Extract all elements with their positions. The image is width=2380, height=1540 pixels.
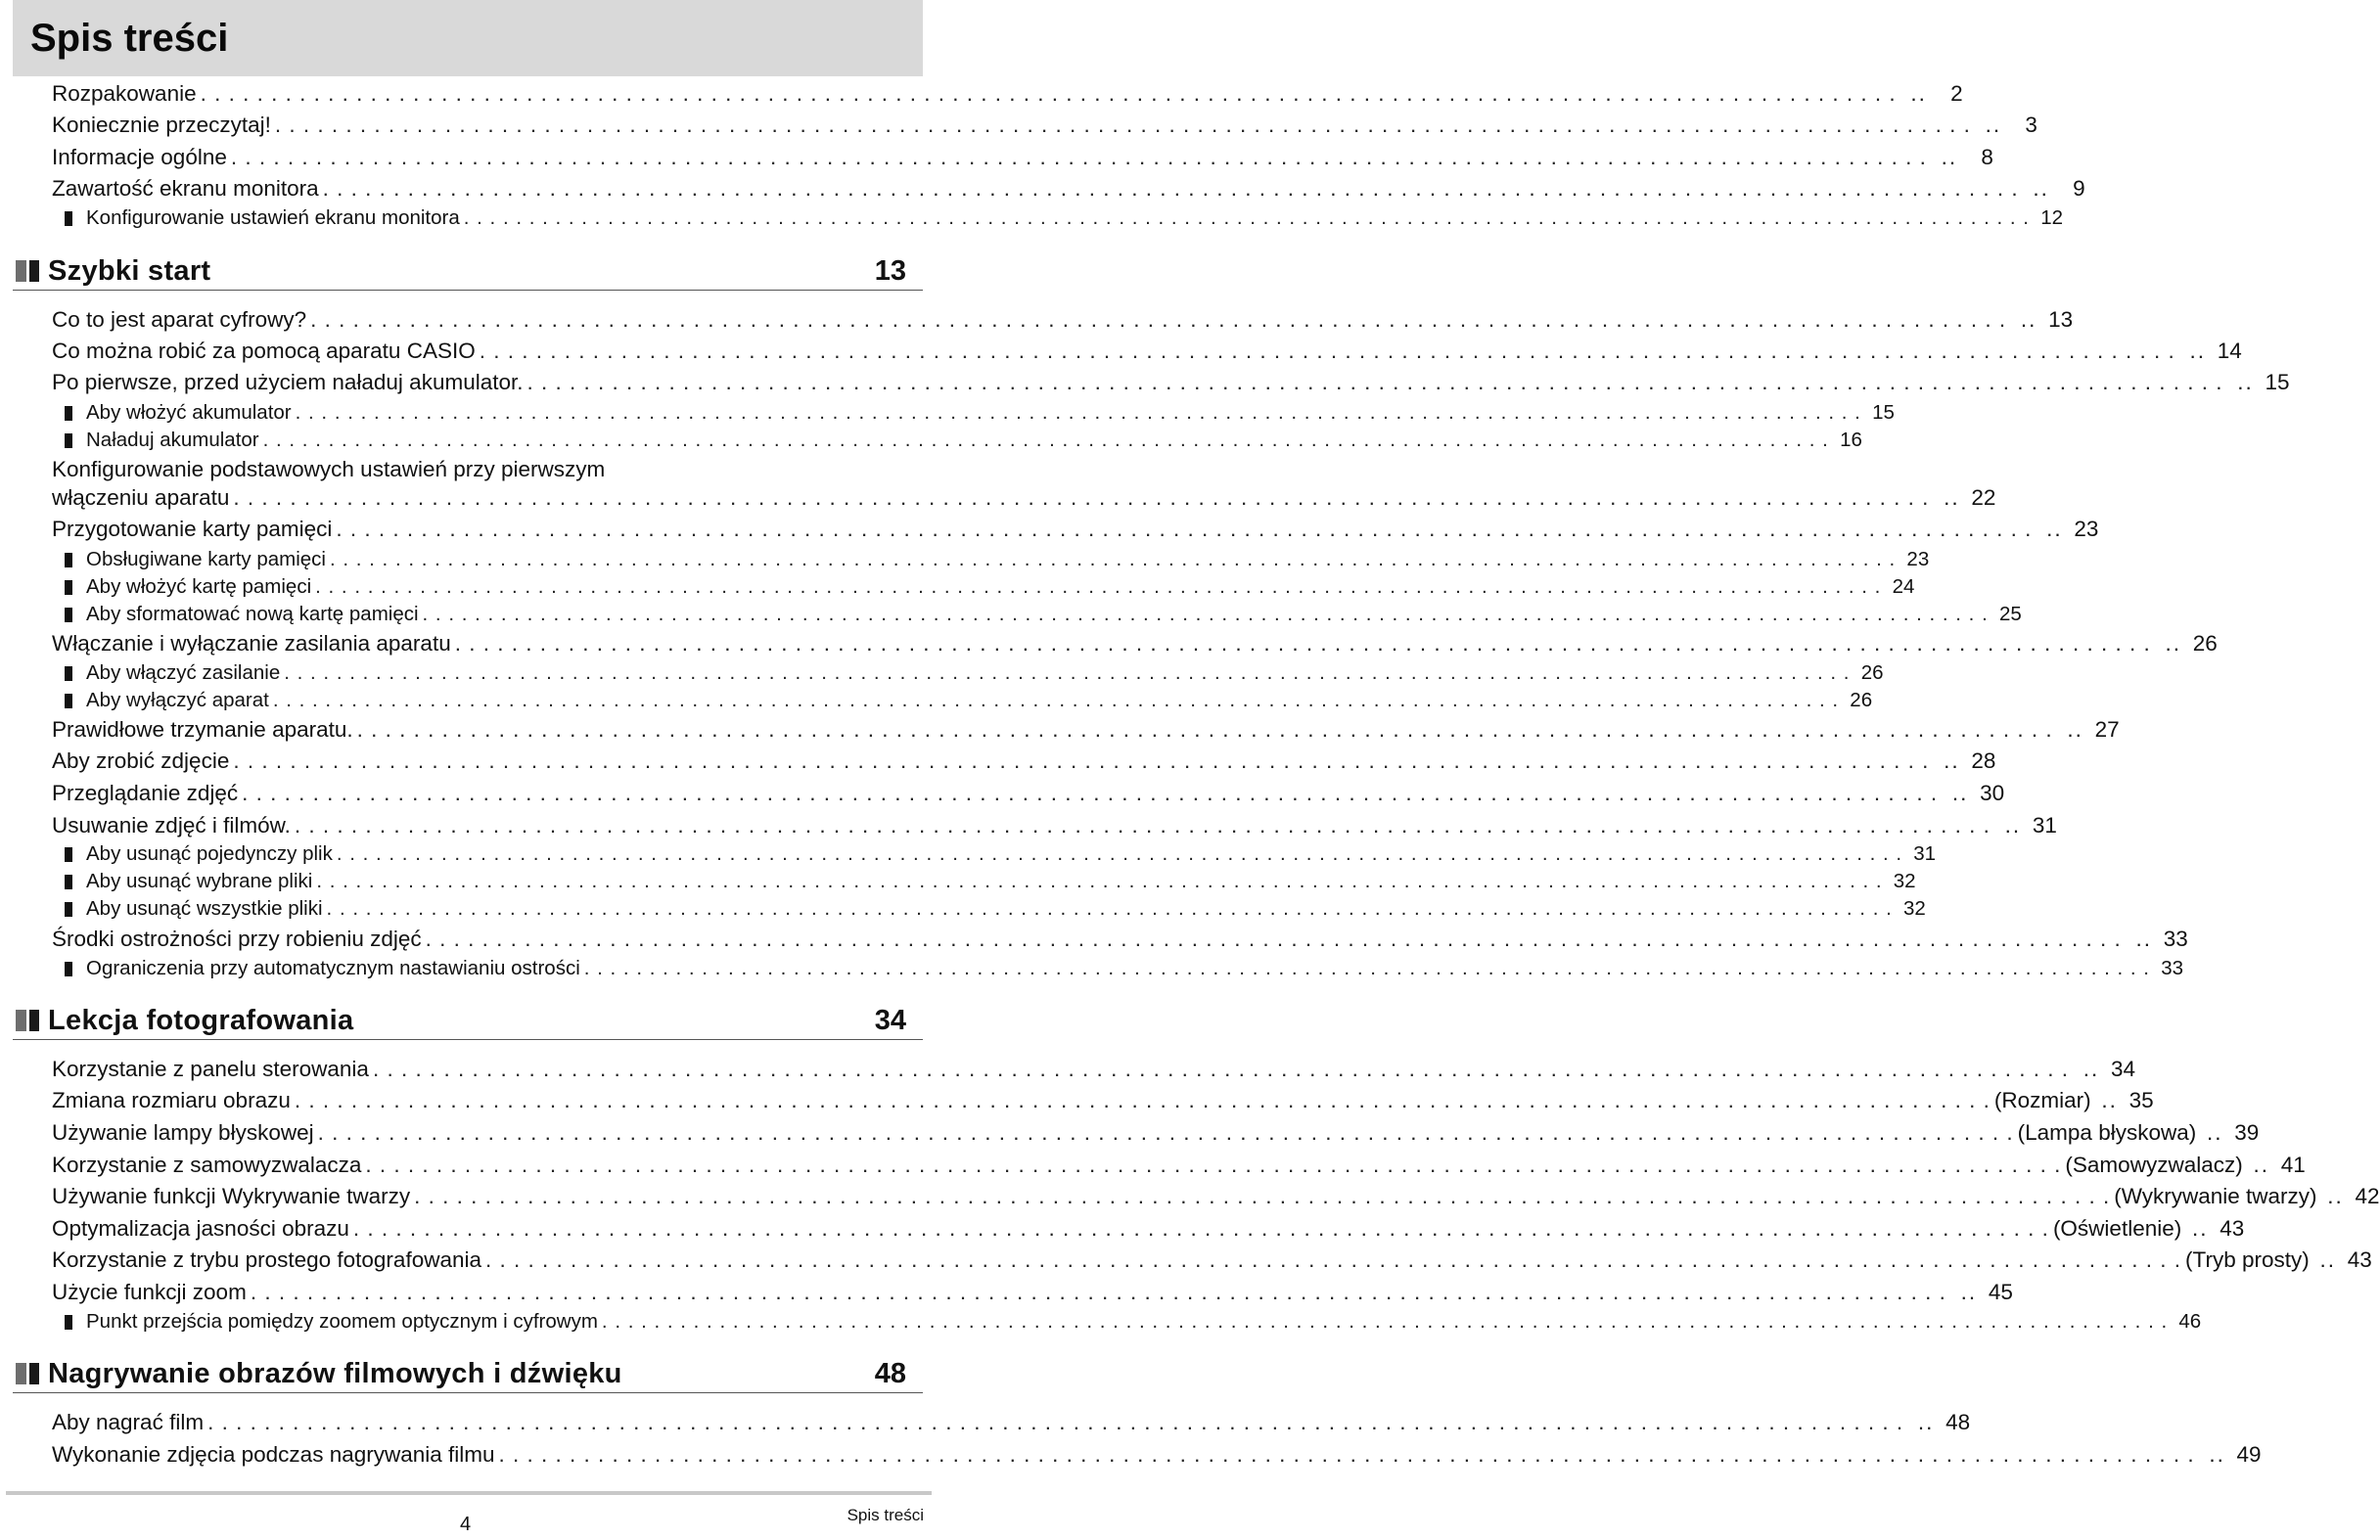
toc-subentry-title: Aby włączyć zasilanie (86, 661, 281, 684)
toc-entry-title: Po pierwsze, przed użyciem naładuj akumulator. (52, 370, 524, 394)
toc-subentry-page: 26 (1860, 661, 1884, 684)
bullet-icon (65, 1315, 72, 1330)
toc-subentry-page: 16 (1840, 429, 1862, 451)
toc-entry[interactable]: Włączanie i wyłączanie zasilania aparatu . . . . . . . . . . . . . . . . . . . . . . . . . . . . . . . . . . . . . . . . . . . . . . . . . . . . . . . . . . . . . . . . . . . . . . . . . . . . . . . . . . . . . . . . . . . . . . . . . . . . . . . . . . . . . . . . . . . . . . . . .. 26 (52, 629, 905, 658)
section-title: Lekcja fotografowania (48, 1005, 354, 1036)
toc-entry-title: Włączanie i wyłączanie zasilania aparatu (52, 631, 451, 656)
toc-subentry-title: Konfigurowanie ustawień ekranu monitora (86, 206, 460, 229)
toc-entry-title: Korzystanie z trybu prostego fotografowania (52, 1247, 481, 1272)
toc-entry-title: Używanie funkcji Wykrywanie twarzy (52, 1184, 411, 1208)
dot-leader: . . . . . . . . . . . . . . . . . . . . . . . . . . . . . . . . . . . . . . . . . . . . . . . . . . . . . . . . . . . . . . . . . . . . . . . . . . . . . . . . . . . . . . . . . . . . . . . . . . . . . . . . . . . . . . . . . . . . . . . . (230, 145, 1927, 169)
toc-subentry[interactable] (65, 896, 1926, 922)
dot-leader: . . . . . . . . . . . . . . . . . . . . . . . . . . . . . . . . . . . . . . . . . . . . . . . . . . . . . . . . . . . . . . . . . . . . . . . . . . . . . . . . . . . . . . . . . . . . . . . . . . . . . . . . . . . . . . . . . . . . . . . . (316, 870, 1883, 892)
dot-leader: . . . . . . . . . . . . . . . . . . . . . . . . . . . . . . . . . . . . . . . . . . . . . . . . . . . . . . . . . . . . . . . . . . . . . . . . . . . . . . . . . . . . . . . . . . . . . . . . . . . . . . . . . . . . . . . . . . . . . . . . (250, 1280, 1946, 1304)
toc-entry[interactable]: Zmiana rozmiaru obrazu . . . . . . . . . . . . . . . . . . . . . . . . . . . . . . . . . . . . . . . . . . . . . . . . . . . . . . . . . . . . . . . . . . . . . . . . . . . . . . . . . . . . . . . . . . . . . . . . . . . . . . . . . . . . . . . . . . . . . . . . (Rozmiar) .. 35 (52, 1086, 905, 1115)
toc-subentry-page: 26 (1850, 689, 1873, 711)
toc-entry-page: 9 (2073, 176, 2085, 201)
toc-entry[interactable]: Informacje ogólne . . . . . . . . . . . . . . . . . . . . . . . . . . . . . . . . . . . . . . . . . . . . . . . . . . . . . . . . . . . . . . . . . . . . . . . . . . . . . . . . . . . . . . . . . . . . . . . . . . . . . . . . . . . . . . . . . . . . . . . . .. 8 (52, 143, 905, 172)
toc-subentry-page: 32 (1893, 870, 1916, 892)
dot-leader: . . . . . . . . . . . . . . . . . . . . . . . . . . . . . . . . . . . . . . . . . . . . . . . . . . . . . . . . . . . . . . . . . . . . . . . . . . . . . . . . . . . . . . . . . . . . . . . . . . . . . . . . . . . . . . . . . . . . . . . . (233, 748, 1930, 773)
dot-leader: . . . . . . . . . . . . . . . . . . . . . . . . . . . . . . . . . . . . . . . . . . . . . . . . . . . . . . . . . . . . . . . . . . . . . . . . . . . . . . . . . . . . . . . . . . . . . . . . . . . . . . . . . . . . . . . . . . . . . . . . (463, 206, 2031, 229)
dot-leader: . . . . . . . . . . . . . . . . . . . . . . . . . . . . . . . . . . . . . . . . . . . . . . . . . . . . . . . . . . . . . . . . . . . . . . . . . . . . . . . . . . . . . . . . . . . . . . . . . . . . . . . . . . . . . . . . . . . . . . . . (317, 1120, 2014, 1145)
toc-entry-page: 27 (2094, 717, 2120, 742)
toc-entry-page: 48 (1945, 1410, 1971, 1434)
bullet-icon (65, 406, 72, 421)
toc-entry[interactable]: Co to jest aparat cyfrowy? . . . . . . . . . . . . . . . . . . . . . . . . . . . . . . . . . . . . . . . . . . . . . . . . . . . . . . . . . . . . . . . . . . . . . . . . . . . . . . . . . . . . . . . . . . . . . . . . . . . . . . . . . . . . . . . . . . . . . . . . .. 13 (52, 305, 905, 335)
dot-leader: . . . . . . . . . . . . . . . . . . . . . . . . . . . . . . . . . . . . . . . . . . . . . . . . . . . . . . . . . . . . . . . . . . . . . . . . . . . . . . . . . . . . . . . . . . . . . . . . . . . . . . . . . . . . . . . . . . . . . . . . (233, 485, 1930, 510)
bullet-icon (65, 608, 72, 622)
toc-subentry-title: Aby usunąć pojedynczy plik (86, 842, 333, 865)
section-marker-icon (16, 1010, 39, 1031)
toc-entry-page: 28 (1971, 748, 1996, 773)
toc-entry-page: 42 (2355, 1184, 2380, 1208)
section-page: 48 (874, 1358, 906, 1389)
toc-entry-page: 49 (2236, 1442, 2262, 1467)
toc-subentry-page: 33 (2161, 957, 2183, 979)
dot-leader: . . . . . . . . . . . . . . . . . . . . . . . . . . . . . . . . . . . . . . . . . . . . . . . . . . . . . . . . . . . . . . . . . . . . . . . . . . . . . . . . . . . . . . . . . . . . . . . . . . . . . . . . . . . . . . . . . . . . . . . . (336, 842, 1903, 865)
dot-leader: . . . . . . . . . . . . . . . . . . . . . . . . . . . . . . . . . . . . . . . . . . . . . . . . . . . . . . . . . . . . . . . . . . . . . . . . . . . . . . . . . . . . . . . . . . . . . . . . . . . . . . . . . . . . . . . . . . . . . . . . (583, 957, 2150, 979)
toc-entry-page: 45 (1988, 1280, 2013, 1304)
toc-subentry[interactable] (65, 688, 1873, 713)
toc-subentry[interactable] (65, 841, 1937, 867)
toc-entry-suffix: (Samowyzwalacz) (2065, 1153, 2243, 1177)
toc-entry-page: 15 (2265, 370, 2290, 394)
toc-entry-title: Rozpakowanie (52, 81, 197, 106)
dot-leader: . . . . . . . . . . . . . . . . . . . . . . . . . . . . . . . . . . . . . . . . . . . . . . . . . . . . . . . . . . . . . . . . . . . . . . . . . . . . . . . . . . . . . . . . . . . . . . . . . . . . . . . . . . . . . . . . . . . . . . . . (242, 781, 1939, 805)
toc-entry-suffix: (Tryb prosty) (2185, 1247, 2310, 1272)
dot-leader: . . . . . . . . . . . . . . . . . . . . . . . . . . . . . . . . . . . . . . . . . . . . . . . . . . . . . . . . . . . . . . . . . . . . . . . . . . . . . . . . . . . . . . . . . . . . . . . . . . . . . . . . . . . . . . . . . . . . . . . . (601, 1310, 2169, 1333)
dot-leader: . . . . . . . . . . . . . . . . . . . . . . . . . . . . . . . . . . . . . . . . . . . . . . . . . . . . . . . . . . . . . . . . . . . . . . . . . . . . . . . . . . . . . . . . . . . . . . . . . . . . . . . . . . . . . . . . . . . . . . . . (207, 1410, 1904, 1434)
dot-leader: . . . . . . . . . . . . . . . . . . . . . . . . . . . . . . . . . . . . . . . . . . . . . . . . . . . . . . . . . . . . . . . . . . . . . . . . . . . . . . . . . . . . . . . . . . . . . . . . . . . . . . . . . . . . . . . . . . . . . . . . (526, 370, 2223, 394)
toc-subentry-title: Aby włożyć kartę pamięci (86, 575, 312, 598)
page-title: Spis treści (30, 17, 229, 60)
toc-subentry-page: 23 (1906, 548, 1930, 570)
toc-entry[interactable]: Przeglądanie zdjęć . . . . . . . . . . . . . . . . . . . . . . . . . . . . . . . . . . . . . . . . . . . . . . . . . . . . . . . . . . . . . . . . . . . . . . . . . . . . . . . . . . . . . . . . . . . . . . . . . . . . . . . . . . . . . . . . . . . . . . . . .. 30 (52, 779, 905, 808)
toc-entry[interactable]: Wykonanie zdjęcia podczas nagrywania filmu . . . . . . . . . . . . . . . . . . . . . . . . . . . . . . . . . . . . . . . . . . . . . . . . . . . . . . . . . . . . . . . . . . . . . . . . . . . . . . . . . . . . . . . . . . . . . . . . . . . . . . . . . . . . . . . . . . . . . . . . .. 49 (52, 1440, 905, 1470)
toc-entry[interactable]: Użycie funkcji zoom . . . . . . . . . . . . . . . . . . . . . . . . . . . . . . . . . . . . . . . . . . . . . . . . . . . . . . . . . . . . . . . . . . . . . . . . . . . . . . . . . . . . . . . . . . . . . . . . . . . . . . . . . . . . . . . . . . . . . . . . .. 45 (52, 1278, 905, 1307)
toc-entry[interactable]: Przygotowanie karty pamięci . . . . . . . . . . . . . . . . . . . . . . . . . . . . . . . . . . . . . . . . . . . . . . . . . . . . . . . . . . . . . . . . . . . . . . . . . . . . . . . . . . . . . . . . . . . . . . . . . . . . . . . . . . . . . . . . . . . . . . . . .. 23 (52, 515, 905, 544)
dot-leader: . . . . . . . . . . . . . . . . . . . . . . . . . . . . . . . . . . . . . . . . . . . . . . . . . . . . . . . . . . . . . . . . . . . . . . . . . . . . . . . . . . . . . . . . . . . . . . . . . . . . . . . . . . . . . . . . . . . . . . . . (294, 813, 1991, 838)
toc-entry-title: Przygotowanie karty pamięci (52, 517, 333, 541)
toc-entry[interactable]: Środki ostrożności przy robieniu zdjęć . . . . . . . . . . . . . . . . . . . . . . . . . . . . . . . . . . . . . . . . . . . . . . . . . . . . . . . . . . . . . . . . . . . . . . . . . . . . . . . . . . . . . . . . . . . . . . . . . . . . . . . . . . . . . . . . . . . . . . . . .. 33 (52, 925, 905, 954)
toc-entry-title: Aby nagrać film (52, 1410, 205, 1434)
toc-subentry-page: 31 (1913, 842, 1937, 865)
toc-entry-title: Korzystanie z samowyzwalacza (52, 1153, 362, 1177)
toc-subentry[interactable] (65, 869, 1916, 894)
toc-entry-title: Aby zrobić zdjęcie (52, 748, 230, 773)
toc-subentry-page: 12 (2040, 206, 2064, 229)
toc-entry-title: Wykonanie zdjęcia podczas nagrywania filmu (52, 1442, 495, 1467)
toc-entry-title: Używanie lampy błyskowej (52, 1120, 314, 1145)
dot-leader: . . . . . . . . . . . . . . . . . . . . . . . . . . . . . . . . . . . . . . . . . . . . . . . . . . . . . . . . . . . . . . . . . . . . . . . . . . . . . . . . . . . . . . . . . . . . . . . . . . . . . . . . . . . . . . . . . . . . . . . . (422, 603, 1989, 625)
toc-entry-page: 41 (2280, 1153, 2306, 1177)
toc-subentry-title: Naładuj akumulator (86, 429, 259, 451)
dot-leader: . . . . . . . . . . . . . . . . . . . . . . . . . . . . . . . . . . . . . . . . . . . . . . . . . . . . . . . . . . . . . . . . . . . . . . . . . . . . . . . . . . . . . . . . . . . . . . . . . . . . . . . . . . . . . . . . . . . . . . . . (274, 113, 1971, 137)
toc-subentry-title: Aby usunąć wybrane pliki (86, 870, 313, 892)
toc-subentry-page: 25 (1998, 603, 2022, 625)
toc-entry-page: 2 (1950, 81, 1963, 106)
section-title: Nagrywanie obrazów filmowych i dźwięku (48, 1358, 622, 1389)
toc-entry-title: Optymalizacja jasności obrazu (52, 1216, 349, 1241)
toc-subentry-page: 24 (1892, 575, 1915, 598)
toc-entry-title: Środki ostrożności przy robieniu zdjęć (52, 927, 422, 951)
toc-subentry[interactable] (65, 660, 1884, 686)
bullet-icon (65, 666, 72, 681)
bullet-icon (65, 875, 72, 889)
bullet-icon (65, 553, 72, 567)
toc-subentry[interactable] (65, 1309, 2202, 1335)
toc-entry-page: 33 (2163, 927, 2188, 951)
toc-entry[interactable]: Koniecznie przeczytaj! . . . . . . . . . . . . . . . . . . . . . . . . . . . . . . . . . . . . . . . . . . . . . . . . . . . . . . . . . . . . . . . . . . . . . . . . . . . . . . . . . . . . . . . . . . . . . . . . . . . . . . . . . . . . . . . . . . . . . . . . .. 3 (52, 111, 905, 140)
toc-entry-suffix: (Oświetlenie) (2052, 1216, 2182, 1241)
dot-leader: . . . . . . . . . . . . . . . . . . . . . . . . . . . . . . . . . . . . . . . . . . . . . . . . . . . . . . . . . . . . . . . . . . . . . . . . . . . . . . . . . . . . . . . . . . . . . . . . . . . . . . . . . . . . . . . . . . . . . . . . (414, 1184, 2111, 1208)
toc-subentry-title: Aby usunąć wszystkie pliki (86, 897, 323, 920)
toc-entry-title: Koniecznie przeczytaj! (52, 113, 271, 137)
toc-entry[interactable]: Rozpakowanie . . . . . . . . . . . . . . . . . . . . . . . . . . . . . . . . . . . . . . . . . . . . . . . . . . . . . . . . . . . . . . . . . . . . . . . . . . . . . . . . . . . . . . . . . . . . . . . . . . . . . . . . . . . . . . . . . . . . . . . . .. 2 (52, 79, 905, 109)
dot-leader: . . . . . . . . . . . . . . . . . . . . . . . . . . . . . . . . . . . . . . . . . . . . . . . . . . . . . . . . . . . . . . . . . . . . . . . . . . . . . . . . . . . . . . . . . . . . . . . . . . . . . . . . . . . . . . . . . . . . . . . . (425, 927, 2122, 951)
toc-entry-title: Co to jest aparat cyfrowy? (52, 307, 307, 332)
dot-leader: . . . . . . . . . . . . . . . . . . . . . . . . . . . . . . . . . . . . . . . . . . . . . . . . . . . . . . . . . . . . . . . . . . . . . . . . . . . . . . . . . . . . . . . . . . . . . . . . . . . . . . . . . . . . . . . . . . . . . . . . (479, 339, 2175, 363)
dot-leader: . . . . . . . . . . . . . . . . . . . . . . . . . . . . . . . . . . . . . . . . . . . . . . . . . . . . . . . . . . . . . . . . . . . . . . . . . . . . . . . . . . . . . . . . . . . . . . . . . . . . . . . . . . . . . . . . . . . . . . . . (310, 307, 2007, 332)
dot-leader: . . . . . . . . . . . . . . . . . . . . . . . . . . . . . . . . . . . . . . . . . . . . . . . . . . . . . . . . . . . . . . . . . . . . . . . . . . . . . . . . . . . . . . . . . . . . . . . . . . . . . . . . . . . . . . . . . . . . . . . . (200, 81, 1897, 106)
dot-leader: . . . . . . . . . . . . . . . . . . . . . . . . . . . . . . . . . . . . . . . . . . . . . . . . . . . . . . . . . . . . . . . . . . . . . . . . . . . . . . . . . . . . . . . . . . . . . . . . . . . . . . . . . . . . . . . . . . . . . . . . (356, 717, 2053, 742)
toc-entry-page: 31 (2032, 813, 2057, 838)
toc-entry[interactable]: Prawidłowe trzymanie aparatu. . . . . . . . . . . . . . . . . . . . . . . . . . . . . . . . . . . . . . . . . . . . . . . . . . . . . . . . . . . . . . . . . . . . . . . . . . . . . . . . . . . . . . . . . . . . . . . . . . . . . . . . . . . . . . . . . . . . . . . . . .. 27 (52, 715, 905, 745)
toc-entry-title: Przeglądanie zdjęć (52, 781, 239, 805)
bullet-icon (65, 962, 72, 976)
section-heading[interactable] (13, 1353, 923, 1393)
dot-leader: . . . . . . . . . . . . . . . . . . . . . . . . . . . . . . . . . . . . . . . . . . . . . . . . . . . . . . . . . . . . . . . . . . . . . . . . . . . . . . . . . . . . . . . . . . . . . . . . . . . . . . . . . . . . . . . . . . . . . . . . (365, 1153, 2062, 1177)
toc-entry-title: Zmiana rozmiaru obrazu (52, 1088, 291, 1112)
toc-subentry-page: 15 (1872, 401, 1895, 424)
toc-subentry[interactable] (65, 602, 2022, 627)
toc-subentry[interactable] (65, 547, 1930, 572)
toc-entry-title: Usuwanie zdjęć i filmów. (52, 813, 291, 838)
footer-rule (6, 1491, 932, 1495)
toc-entry-title-line1[interactable]: Konfigurowanie podstawowych ustawień przy pierwszym (52, 457, 606, 481)
toc-entry-suffix: (Wykrywanie twarzy) (2114, 1184, 2317, 1208)
toc-subentry-page: 46 (2178, 1310, 2202, 1333)
toc-entry[interactable]: Korzystanie z trybu prostego fotografowania . . . . . . . . . . . . . . . . . . . . . . . . . . . . . . . . . . . . . . . . . . . . . . . . . . . . . . . . . . . . . . . . . . . . . . . . . . . . . . . . . . . . . . . . . . . . . . . . . . . . . . . . . . . . . . . . . . . . . . . . (Tryb prosty) .. 43 (52, 1246, 905, 1275)
toc-subentry-page: 32 (1902, 897, 1926, 920)
toc-subentry-title: Ograniczenia przy automatycznym nastawianiu ostrości (86, 957, 580, 979)
toc-entry[interactable]: Aby zrobić zdjęcie . . . . . . . . . . . . . . . . . . . . . . . . . . . . . . . . . . . . . . . . . . . . . . . . . . . . . . . . . . . . . . . . . . . . . . . . . . . . . . . . . . . . . . . . . . . . . . . . . . . . . . . . . . . . . . . . . . . . . . . . .. 28 (52, 747, 905, 776)
toc-entry[interactable]: Optymalizacja jasności obrazu . . . . . . . . . . . . . . . . . . . . . . . . . . . . . . . . . . . . . . . . . . . . . . . . . . . . . . . . . . . . . . . . . . . . . . . . . . . . . . . . . . . . . . . . . . . . . . . . . . . . . . . . . . . . . . . . . . . . . . . . (Oświetlenie) .. 43 (52, 1214, 905, 1244)
toc-entry-page: 3 (2025, 113, 2037, 137)
footer-section-name: Spis treści (847, 1506, 924, 1524)
toc-entry[interactable]: Korzystanie z samowyzwalacza . . . . . . . . . . . . . . . . . . . . . . . . . . . . . . . . . . . . . . . . . . . . . . . . . . . . . . . . . . . . . . . . . . . . . . . . . . . . . . . . . . . . . . . . . . . . . . . . . . . . . . . . . . . . . . . . . . . . . . . . (Samowyzwalacz) .. 41 (52, 1151, 905, 1180)
toc-entry-page: 35 (2128, 1088, 2154, 1112)
toc-entry-title: Korzystanie z panelu sterowania (52, 1057, 369, 1081)
toc-entry[interactable]: Używanie lampy błyskowej . . . . . . . . . . . . . . . . . . . . . . . . . . . . . . . . . . . . . . . . . . . . . . . . . . . . . . . . . . . . . . . . . . . . . . . . . . . . . . . . . . . . . . . . . . . . . . . . . . . . . . . . . . . . . . . . . . . . . . . . (Lampa błyskowa) .. 39 (52, 1118, 905, 1148)
toc-entry-page: 22 (1971, 485, 1996, 510)
dot-leader: . . . . . . . . . . . . . . . . . . . . . . . . . . . . . . . . . . . . . . . . . . . . . . . . . . . . . . . . . . . . . . . . . . . . . . . . . . . . . . . . . . . . . . . . . . . . . . . . . . . . . . . . . . . . . . . . . . . . . . . . (272, 689, 1840, 711)
toc-subentry-title: Punkt przejścia pomiędzy zoomem optycznym i cyfrowym (86, 1310, 598, 1333)
dot-leader: . . . . . . . . . . . . . . . . . . . . . . . . . . . . . . . . . . . . . . . . . . . . . . . . . . . . . . . . . . . . . . . . . . . . . . . . . . . . . . . . . . . . . . . . . . . . . . . . . . . . . . . . . . . . . . . . . . . . . . . . (326, 897, 1893, 920)
dot-leader: . . . . . . . . . . . . . . . . . . . . . . . . . . . . . . . . . . . . . . . . . . . . . . . . . . . . . . . . . . . . . . . . . . . . . . . . . . . . . . . . . . . . . . . . . . . . . . . . . . . . . . . . . . . . . . . . . . . . . . . . (284, 661, 1851, 684)
toc-entry[interactable]: Korzystanie z panelu sterowania . . . . . . . . . . . . . . . . . . . . . . . . . . . . . . . . . . . . . . . . . . . . . . . . . . . . . . . . . . . . . . . . . . . . . . . . . . . . . . . . . . . . . . . . . . . . . . . . . . . . . . . . . . . . . . . . . . . . . . . . .. 34 (52, 1055, 905, 1084)
bullet-icon (65, 433, 72, 448)
bullet-icon (65, 580, 72, 595)
toc-entry[interactable]: Co można robić za pomocą aparatu CASIO . . . . . . . . . . . . . . . . . . . . . . . . . . . . . . . . . . . . . . . . . . . . . . . . . . . . . . . . . . . . . . . . . . . . . . . . . . . . . . . . . . . . . . . . . . . . . . . . . . . . . . . . . . . . . . . . . . . . . . . . .. 14 (52, 337, 905, 366)
toc-subentry-title: Aby wyłączyć aparat (86, 689, 269, 711)
section-heading[interactable] (13, 250, 923, 291)
toc-entry-suffix: (Lampa błyskowa) (2017, 1120, 2197, 1145)
toc-entry-page: 26 (2192, 631, 2218, 656)
toc-entry-title: Informacje ogólne (52, 145, 227, 169)
toc-entry[interactable]: Po pierwsze, przed użyciem naładuj akumulator. . . . . . . . . . . . . . . . . . . . . . . . . . . . . . . . . . . . . . . . . . . . . . . . . . . . . . . . . . . . . . . . . . . . . . . . . . . . . . . . . . . . . . . . . . . . . . . . . . . . . . . . . . . . . . . . . . . . . . . . . .. 15 (52, 368, 905, 397)
dot-leader: . . . . . . . . . . . . . . . . . . . . . . . . . . . . . . . . . . . . . . . . . . . . . . . . . . . . . . . . . . . . . . . . . . . . . . . . . . . . . . . . . . . . . . . . . . . . . . . . . . . . . . . . . . . . . . . . . . . . . . . . (329, 548, 1897, 570)
toc-entry[interactable]: Usuwanie zdjęć i filmów. . . . . . . . . . . . . . . . . . . . . . . . . . . . . . . . . . . . . . . . . . . . . . . . . . . . . . . . . . . . . . . . . . . . . . . . . . . . . . . . . . . . . . . . . . . . . . . . . . . . . . . . . . . . . . . . . . . . . . . . . .. 31 (52, 811, 905, 840)
toc-subentry[interactable] (65, 400, 1895, 426)
dot-leader: . . . . . . . . . . . . . . . . . . . . . . . . . . . . . . . . . . . . . . . . . . . . . . . . . . . . . . . . . . . . . . . . . . . . . . . . . . . . . . . . . . . . . . . . . . . . . . . . . . . . . . . . . . . . . . . . . . . . . . . . (294, 1088, 1991, 1112)
toc-entry-page: 14 (2217, 339, 2242, 363)
dot-leader: . . . . . . . . . . . . . . . . . . . . . . . . . . . . . . . . . . . . . . . . . . . . . . . . . . . . . . . . . . . . . . . . . . . . . . . . . . . . . . . . . . . . . . . . . . . . . . . . . . . . . . . . . . . . . . . . . . . . . . . . (262, 429, 1829, 451)
section-marker-icon (16, 1363, 39, 1384)
toc-subentry-title: Aby włożyć akumulator (86, 401, 292, 424)
toc-entry-page: 23 (2074, 517, 2099, 541)
toc-entry-page: 8 (1981, 145, 1993, 169)
section-page: 34 (874, 1005, 906, 1036)
toc-subentry-title: Obsługiwane karty pamięci (86, 548, 326, 570)
section-title: Szybki start (48, 255, 211, 287)
toc-entry-title: włączeniu aparatu (52, 485, 230, 510)
toc-entry-suffix: (Rozmiar) (1993, 1088, 2091, 1112)
toc-entry-page: 43 (2220, 1216, 2245, 1241)
toc-entry[interactable]: Używanie funkcji Wykrywanie twarzy . . . . . . . . . . . . . . . . . . . . . . . . . . . . . . . . . . . . . . . . . . . . . . . . . . . . . . . . . . . . . . . . . . . . . . . . . . . . . . . . . . . . . . . . . . . . . . . . . . . . . . . . . . . . . . . . . . . . . . . . (Wykrywanie twarzy) .. 42 (52, 1182, 905, 1211)
section-heading[interactable] (13, 1000, 923, 1040)
page-header (13, 0, 923, 76)
toc-entry[interactable]: Zawartość ekranu monitora . . . . . . . . . . . . . . . . . . . . . . . . . . . . . . . . . . . . . . . . . . . . . . . . . . . . . . . . . . . . . . . . . . . . . . . . . . . . . . . . . . . . . . . . . . . . . . . . . . . . . . . . . . . . . . . . . . . . . . . . .. 9 (52, 174, 905, 204)
toc-entry-page: 34 (2110, 1057, 2135, 1081)
dot-leader: . . . . . . . . . . . . . . . . . . . . . . . . . . . . . . . . . . . . . . . . . . . . . . . . . . . . . . . . . . . . . . . . . . . . . . . . . . . . . . . . . . . . . . . . . . . . . . . . . . . . . . . . . . . . . . . . . . . . . . . . (295, 401, 1861, 424)
section-page: 13 (874, 255, 906, 287)
toc-subentry[interactable] (65, 956, 2183, 981)
bullet-icon (65, 211, 72, 226)
toc-entry-page: 43 (2347, 1247, 2372, 1272)
toc-entry-title: Zawartość ekranu monitora (52, 176, 319, 201)
dot-leader: . . . . . . . . . . . . . . . . . . . . . . . . . . . . . . . . . . . . . . . . . . . . . . . . . . . . . . . . . . . . . . . . . . . . . . . . . . . . . . . . . . . . . . . . . . . . . . . . . . . . . . . . . . . . . . . . . . . . . . . . (322, 176, 2019, 201)
section-marker-icon (16, 260, 39, 282)
toc-entry-title: Co można robić za pomocą aparatu CASIO (52, 339, 476, 363)
page-number: 4 (460, 1514, 472, 1535)
toc-entry-title: Prawidłowe trzymanie aparatu. (52, 717, 353, 742)
toc-subentry[interactable] (65, 574, 1915, 600)
bullet-icon (65, 847, 72, 862)
toc-entry-title: Użycie funkcji zoom (52, 1280, 247, 1304)
toc-entry-page: 39 (2234, 1120, 2260, 1145)
dot-leader: . . . . . . . . . . . . . . . . . . . . . . . . . . . . . . . . . . . . . . . . . . . . . . . . . . . . . . . . . . . . . . . . . . . . . . . . . . . . . . . . . . . . . . . . . . . . . . . . . . . . . . . . . . . . . . . . . . . . . . . . (352, 1216, 2049, 1241)
bullet-icon (65, 902, 72, 917)
toc-subentry-title: Aby sformatować nową kartę pamięci (86, 603, 419, 625)
toc-subentry[interactable] (65, 428, 1862, 453)
dot-leader: . . . . . . . . . . . . . . . . . . . . . . . . . . . . . . . . . . . . . . . . . . . . . . . . . . . . . . . . . . . . . . . . . . . . . . . . . . . . . . . . . . . . . . . . . . . . . . . . . . . . . . . . . . . . . . . . . . . . . . . . (336, 517, 2033, 541)
toc-subentry[interactable] (65, 205, 2064, 231)
bullet-icon (65, 694, 72, 708)
dot-leader: . . . . . . . . . . . . . . . . . . . . . . . . . . . . . . . . . . . . . . . . . . . . . . . . . . . . . . . . . . . . . . . . . . . . . . . . . . . . . . . . . . . . . . . . . . . . . . . . . . . . . . . . . . . . . . . . . . . . . . . . (315, 575, 1882, 598)
toc-entry[interactable]: włączeniu aparatu . . . . . . . . . . . . . . . . . . . . . . . . . . . . . . . . . . . . . . . . . . . . . . . . . . . . . . . . . . . . . . . . . . . . . . . . . . . . . . . . . . . . . . . . . . . . . . . . . . . . . . . . . . . . . . . . . . . . . . . . .. 22 (52, 483, 905, 513)
dot-leader: . . . . . . . . . . . . . . . . . . . . . . . . . . . . . . . . . . . . . . . . . . . . . . . . . . . . . . . . . . . . . . . . . . . . . . . . . . . . . . . . . . . . . . . . . . . . . . . . . . . . . . . . . . . . . . . . . . . . . . . . (498, 1442, 2195, 1467)
dot-leader: . . . . . . . . . . . . . . . . . . . . . . . . . . . . . . . . . . . . . . . . . . . . . . . . . . . . . . . . . . . . . . . . . . . . . . . . . . . . . . . . . . . . . . . . . . . . . . . . . . . . . . . . . . . . . . . . . . . . . . . . (485, 1247, 2182, 1272)
toc-entry-page: 13 (2048, 307, 2074, 332)
toc-entry-page: 30 (1980, 781, 2005, 805)
toc-entry[interactable]: Aby nagrać film . . . . . . . . . . . . . . . . . . . . . . . . . . . . . . . . . . . . . . . . . . . . . . . . . . . . . . . . . . . . . . . . . . . . . . . . . . . . . . . . . . . . . . . . . . . . . . . . . . . . . . . . . . . . . . . . . . . . . . . . .. 48 (52, 1408, 905, 1437)
dot-leader: . . . . . . . . . . . . . . . . . . . . . . . . . . . . . . . . . . . . . . . . . . . . . . . . . . . . . . . . . . . . . . . . . . . . . . . . . . . . . . . . . . . . . . . . . . . . . . . . . . . . . . . . . . . . . . . . . . . . . . . . (372, 1057, 2069, 1081)
dot-leader: . . . . . . . . . . . . . . . . . . . . . . . . . . . . . . . . . . . . . . . . . . . . . . . . . . . . . . . . . . . . . . . . . . . . . . . . . . . . . . . . . . . . . . . . . . . . . . . . . . . . . . . . . . . . . . . . . . . . . . . . (454, 631, 2151, 656)
